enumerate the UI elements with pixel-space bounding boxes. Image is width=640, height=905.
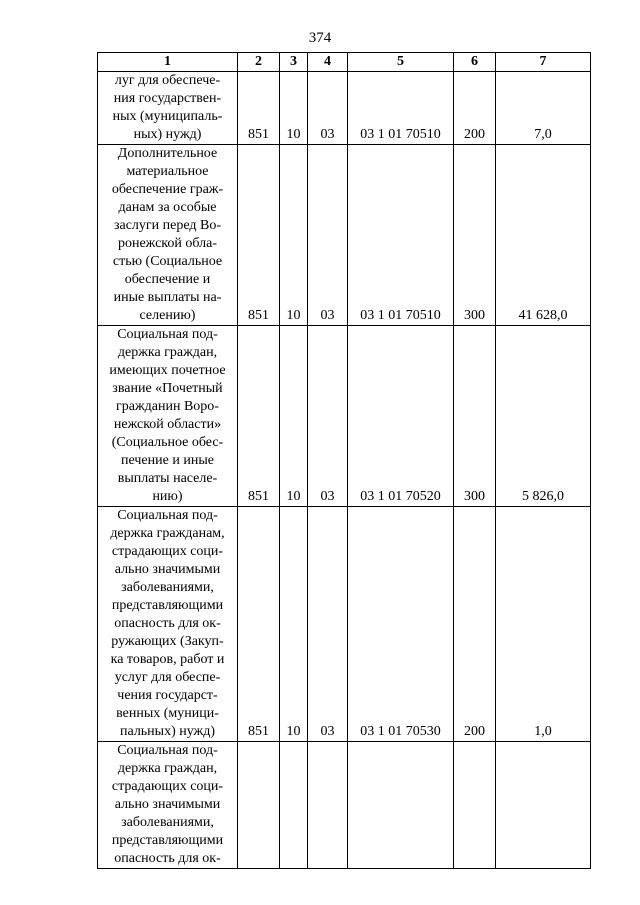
row-section [280,742,308,869]
row-name: Социальная под- держка граждан, страдающих соци- ально значимыми заболеваниями, представляющими опасность для ок- [98,742,238,869]
row-subsection: 03 [308,326,348,507]
row-amount: 7,0 [496,72,591,145]
row-amount: 5 826,0 [496,326,591,507]
row-amount: 1,0 [496,507,591,742]
row-amount: 41 628,0 [496,145,591,326]
row-ministry-code [238,742,280,869]
row-section: 10 [280,72,308,145]
row-ministry-code: 851 [238,145,280,326]
row-section: 10 [280,507,308,742]
row-subsection: 03 [308,507,348,742]
header-col-6: 6 [454,53,496,72]
header-col-5: 5 [348,53,454,72]
row-subsection: 03 [308,72,348,145]
page-number: 374 [308,30,332,46]
header-row [98,53,591,72]
budget-table [97,52,591,869]
row-name: Социальная под- держка гражданам, страдающих соци- ально значимыми заболеваниями, представляющими опасность для ок- ружающих (Закуп- ка товаров, работ и услуг для обеспе- чения государст- венных (муници- пальных) нужд) [98,507,238,742]
row-subsection [308,742,348,869]
row-ministry-code: 851 [238,507,280,742]
table-row [98,326,591,507]
header-col-4: 4 [308,53,348,72]
row-name: луг для обеспече- ния государствен- ных (муниципаль- ных) нужд) [98,72,238,145]
table-row [98,507,591,742]
row-ministry-code: 851 [238,72,280,145]
row-target-article: 03 1 01 70510 [348,145,454,326]
row-expense-type: 200 [454,72,496,145]
row-expense-type [454,742,496,869]
row-name: Дополнительное материальное обеспечение граж- данам за особые заслуги перед Во- ронежской обла- стью (Социальное обеспечение и иные выплаты на- селению) [98,145,238,326]
row-amount [496,742,591,869]
row-expense-type: 300 [454,145,496,326]
table-row [98,742,591,869]
row-section: 10 [280,145,308,326]
row-section: 10 [280,326,308,507]
header-col-7: 7 [496,53,591,72]
table-row [98,145,591,326]
row-target-article: 03 1 01 70520 [348,326,454,507]
row-target-article [348,742,454,869]
row-target-article: 03 1 01 70510 [348,72,454,145]
row-name: Социальная под- держка граждан, имеющих почетное звание «Почетный гражданин Воро- нежской области» (Социальное обес- печение и иные выплаты населе- нию) [98,326,238,507]
row-subsection: 03 [308,145,348,326]
header-col-3: 3 [280,53,308,72]
table-row [98,72,591,145]
row-expense-type: 300 [454,326,496,507]
header-col-1: 1 [98,53,238,72]
row-expense-type: 200 [454,507,496,742]
row-target-article: 03 1 01 70530 [348,507,454,742]
header-col-2: 2 [238,53,280,72]
row-ministry-code: 851 [238,326,280,507]
